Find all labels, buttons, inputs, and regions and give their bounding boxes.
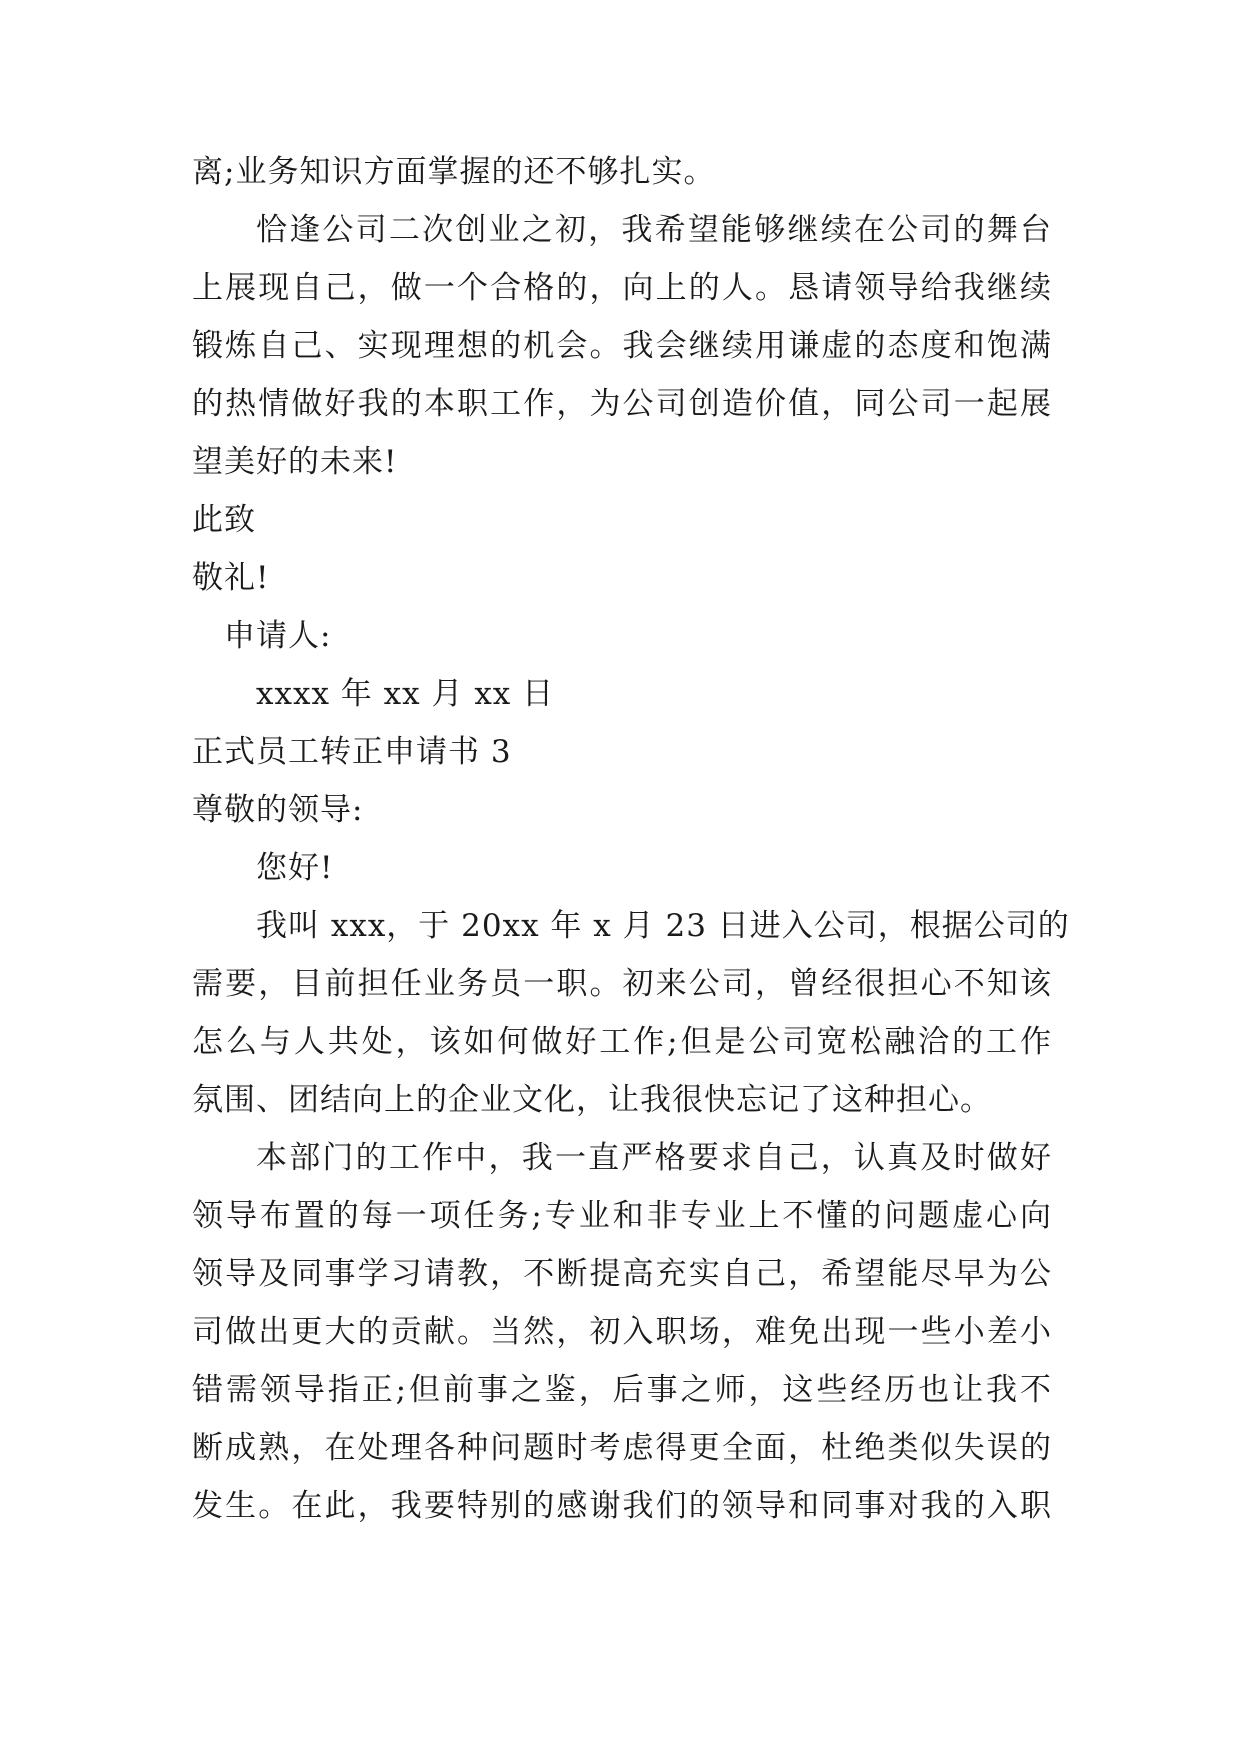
salutation: 尊敬的领导: <box>192 792 364 828</box>
closing-line: 此致 <box>192 502 256 538</box>
paragraph-line: 怎么与人共处，该如何做好工作;但是公司宽松融洽的工作 <box>192 1024 1052 1060</box>
paragraph-line: 我叫 xxx，于 20xx 年 x 月 23 日进入公司，根据公司的 <box>256 908 1070 944</box>
paragraph-line: 断成熟，在处理各种问题时考虑得更全面，杜绝类似失误的 <box>192 1430 1052 1466</box>
paragraph-line: 司做出更大的贡献。当然，初入职场，难免出现一些小差小 <box>192 1314 1052 1350</box>
paragraph-line: 本部门的工作中，我一直严格要求自己，认真及时做好 <box>256 1140 1052 1176</box>
paragraph-line: 领导布置的每一项任务;专业和非专业上不懂的问题虚心向 <box>192 1198 1052 1234</box>
text-line: 离;业务知识方面掌握的还不够扎实。 <box>192 154 716 190</box>
paragraph-line: 发生。在此，我要特别的感谢我们的领导和同事对我的入职 <box>192 1488 1052 1524</box>
section-title: 正式员工转正申请书 3 <box>192 734 512 770</box>
greeting: 您好! <box>256 850 334 886</box>
paragraph-line: 错需领导指正;但前事之鉴，后事之师，这些经历也让我不 <box>192 1372 1052 1408</box>
applicant-label: 申请人: <box>224 618 332 654</box>
paragraph-line: 需要，目前担任业务员一职。初来公司，曾经很担心不知该 <box>192 966 1052 1002</box>
closing-salute: 敬礼! <box>192 560 270 596</box>
date-line: xxxx 年 xx 月 xx 日 <box>256 676 555 712</box>
paragraph-line: 上展现自己，做一个合格的，向上的人。恳请领导给我继续 <box>192 270 1052 306</box>
paragraph-line: 氛围、团结向上的企业文化，让我很快忘记了这种担心。 <box>192 1082 992 1118</box>
paragraph-line: 领导及同事学习请教，不断提高充实自己，希望能尽早为公 <box>192 1256 1052 1292</box>
paragraph-line: 恰逢公司二次创业之初，我希望能够继续在公司的舞台 <box>256 212 1052 248</box>
paragraph-line: 的热情做好我的本职工作，为公司创造价值，同公司一起展 <box>192 386 1052 422</box>
paragraph-line: 锻炼自己、实现理想的机会。我会继续用谦虚的态度和饱满 <box>192 328 1052 364</box>
paragraph-line: 望美好的未来! <box>192 444 398 480</box>
